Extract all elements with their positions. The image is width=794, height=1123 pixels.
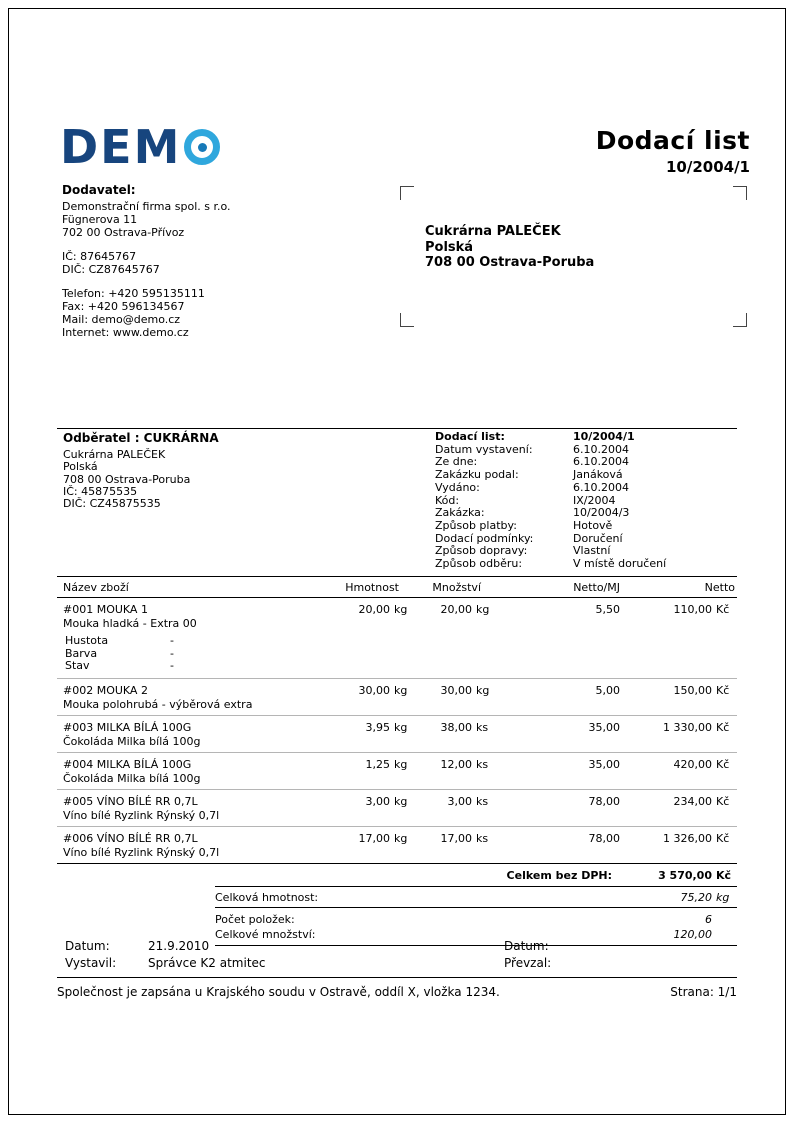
item-currency: Kč <box>716 683 730 697</box>
title-block <box>596 126 750 176</box>
item-attributes <box>57 634 737 678</box>
item-quantity-unit: ks <box>476 757 489 771</box>
item-netto: 150,00 <box>673 683 712 697</box>
supplier-ic: IČ: 87645767 <box>62 250 137 263</box>
detail-value: 6.10.2004 <box>573 455 629 469</box>
item-quantity: 38,00 <box>440 720 472 734</box>
supplier-block <box>62 184 392 339</box>
received-by-label: Převzal: <box>504 956 552 970</box>
item-quantity: 17,00 <box>440 831 472 845</box>
detail-label: Vydáno: <box>435 480 480 494</box>
table-row <box>57 826 737 863</box>
item-weight: 20,00 <box>358 603 390 616</box>
signature-row <box>65 955 737 972</box>
detail-value: Hotově <box>573 518 613 532</box>
item-netto: 1 326,00 <box>663 831 712 845</box>
detail-label: Zakázku podal: <box>435 468 519 482</box>
item-weight-unit: kg <box>394 683 408 697</box>
item-currency: Kč <box>716 720 730 734</box>
item-netto-mj: 5,50 <box>595 603 620 616</box>
shipping-address <box>425 224 594 271</box>
attribute-label: Hustota <box>65 634 109 647</box>
shipping-city: 708 00 Ostrava-Poruba <box>425 255 595 270</box>
customer-name: Cukrárna PALEČEK <box>63 448 166 462</box>
supplier-mail: Mail: demo@demo.cz <box>62 313 181 326</box>
column-header-netto: Netto <box>704 581 735 594</box>
detail-label: Dodací list: <box>435 430 505 443</box>
company-registration-note: Společnost je zapsána u Krajského soudu v Ostravě, oddíl X, vložka 1234. <box>57 985 500 999</box>
corner-mark-icon <box>400 313 414 327</box>
demo-logo <box>60 120 220 174</box>
table-row <box>57 752 737 789</box>
item-weight: 30,00 <box>358 683 390 697</box>
item-netto-mj: 35,00 <box>588 720 620 734</box>
item-quantity-unit: kg <box>476 603 490 616</box>
item-description: Víno bílé Ryzlink Rýnský 0,7l <box>63 845 220 859</box>
demo-logo-text: DEM <box>60 120 182 174</box>
detail-label: Zakázka: <box>435 506 485 520</box>
item-quantity-unit: ks <box>476 720 489 734</box>
item-weight-unit: kg <box>394 757 408 771</box>
supplier-fax: Fax: +420 596134567 <box>62 300 185 313</box>
item-weight-unit: kg <box>394 831 408 845</box>
supplier-city: 702 00 Ostrava-Přívoz <box>62 226 185 239</box>
signature-block <box>57 938 737 972</box>
total-weight-unit: kg <box>716 890 730 904</box>
item-name: #006 VÍNO BÍLÉ RR 0,7L <box>63 831 198 845</box>
signature-row <box>65 938 737 955</box>
item-netto: 110,00 <box>673 603 712 616</box>
item-currency: Kč <box>716 831 730 845</box>
item-currency: Kč <box>716 757 730 771</box>
customer-dic: DIČ: CZ45875535 <box>63 497 161 511</box>
issued-by-value: Správce K2 atmitec <box>148 956 266 970</box>
table-row <box>57 789 737 826</box>
detail-label: Kód: <box>435 493 460 507</box>
item-weight-unit: kg <box>394 720 408 734</box>
item-quantity: 30,00 <box>440 683 472 697</box>
issued-by-label: Vystavil: <box>65 956 117 970</box>
detail-row <box>435 431 737 444</box>
item-weight: 3,00 <box>365 794 390 808</box>
customer-street: Polská <box>63 460 98 474</box>
item-quantity: 20,00 <box>440 603 472 616</box>
detail-value: 6.10.2004 <box>573 442 629 456</box>
document-number: 10/2004/1 <box>665 158 750 176</box>
total-currency: Kč <box>716 868 732 882</box>
item-currency: Kč <box>716 603 730 616</box>
total-value: 3 570,00 <box>658 868 712 882</box>
column-header-name: Název zboží <box>63 581 129 594</box>
attribute-value: - <box>170 634 174 647</box>
attribute-label: Stav <box>65 659 90 672</box>
detail-value: 6.10.2004 <box>573 480 629 494</box>
detail-row <box>435 469 737 482</box>
column-header-quantity: Množství <box>432 581 481 594</box>
corner-mark-icon <box>733 313 747 327</box>
item-name: #002 MOUKA 2 <box>63 683 148 697</box>
item-netto-mj: 35,00 <box>588 757 620 771</box>
supplier-dic: DIČ: CZ87645767 <box>62 263 160 276</box>
supplier-name: Demonstrační firma spol. s r.o. <box>62 200 231 213</box>
item-netto-mj: 78,00 <box>588 794 620 808</box>
items-table <box>57 576 737 946</box>
supplier-street: Fügnerova 11 <box>62 213 138 226</box>
table-body <box>57 598 737 864</box>
detail-label: Způsob odběru: <box>435 557 523 571</box>
total-weight-value: 75,20 <box>680 890 712 904</box>
item-quantity-unit: ks <box>476 831 489 845</box>
total-quantity-label: Celkové množství: <box>215 927 316 941</box>
attribute-value: - <box>170 659 174 672</box>
item-quantity-unit: ks <box>476 794 489 808</box>
item-netto: 234,00 <box>673 794 712 808</box>
items-count-row <box>215 908 737 927</box>
total-weight-label: Celková hmotnost: <box>215 890 319 904</box>
page-title: Dodací list <box>595 126 750 155</box>
customer-label: Odběratel : CUKRÁRNA <box>63 431 219 445</box>
date-value: 21.9.2010 <box>148 939 210 953</box>
supplier-phone: Telefon: +420 595135111 <box>62 287 205 300</box>
detail-label: Datum vystavení: <box>435 442 533 456</box>
detail-row <box>435 482 737 495</box>
item-name: #005 VÍNO BÍLÉ RR 0,7L <box>63 794 198 808</box>
detail-row <box>435 558 737 571</box>
corner-mark-icon <box>400 186 414 200</box>
shipping-name: Cukrárna PALEČEK <box>425 224 561 239</box>
document-details <box>435 431 737 571</box>
attribute-label: Barva <box>65 646 98 660</box>
items-count-unit <box>712 913 737 926</box>
table-header <box>57 576 737 598</box>
detail-value: Vlastní <box>573 544 611 558</box>
detail-label: Způsob dopravy: <box>435 544 528 558</box>
item-description: Čokoláda Milka bílá 100g <box>63 771 201 785</box>
table-row <box>57 598 737 678</box>
item-name: #001 MOUKA 1 <box>63 603 148 616</box>
items-count-value: 6 <box>705 912 712 926</box>
detail-value: Janáková <box>573 468 623 482</box>
item-quantity: 12,00 <box>440 757 472 771</box>
date-label: Datum: <box>65 939 110 953</box>
detail-value: V místě doručení <box>573 557 667 571</box>
item-weight: 17,00 <box>358 831 390 845</box>
address-window <box>400 186 747 327</box>
item-netto-mj: 5,00 <box>595 683 620 697</box>
customer-ic: IČ: 45875535 <box>63 484 138 498</box>
column-header-netto-mj: Netto/MJ <box>573 581 620 594</box>
item-attribute <box>65 635 737 648</box>
item-name: #003 MILKA BÍLÁ 100G <box>63 720 192 734</box>
item-attribute <box>65 660 737 673</box>
customer-block <box>63 432 219 510</box>
section-divider <box>57 428 737 429</box>
customer-city: 708 00 Ostrava-Poruba <box>63 472 191 486</box>
total-label: Celkem bez DPH: <box>506 868 612 882</box>
item-netto: 1 330,00 <box>663 720 712 734</box>
detail-label: Způsob platby: <box>435 518 517 532</box>
attribute-value: - <box>170 646 174 660</box>
column-header-weight: Hmotnost <box>345 581 399 594</box>
item-quantity: 3,00 <box>447 794 472 808</box>
totals-block <box>215 864 737 946</box>
page-number: Strana: 1/1 <box>670 985 737 999</box>
table-row <box>57 715 737 752</box>
item-description: Víno bílé Ryzlink Rýnský 0,7l <box>63 808 220 822</box>
item-description: Mouka hladká - Extra 00 <box>63 617 197 630</box>
item-quantity-unit: kg <box>476 683 490 697</box>
item-description: Čokoláda Milka bílá 100g <box>63 734 201 748</box>
items-count-label: Počet položek: <box>215 912 295 926</box>
detail-row <box>435 520 737 533</box>
total-weight-row <box>215 887 737 908</box>
shipping-street: Polská <box>425 239 474 255</box>
item-weight: 3,95 <box>365 720 390 734</box>
item-currency: Kč <box>716 794 730 808</box>
item-netto-mj: 78,00 <box>588 831 620 845</box>
item-name: #004 MILKA BÍLÁ 100G <box>63 757 192 771</box>
detail-value: IX/2004 <box>573 493 616 507</box>
total-quantity-value: 120,00 <box>673 927 712 941</box>
detail-label: Ze dne: <box>435 455 478 469</box>
item-weight: 1,25 <box>365 757 390 771</box>
item-netto: 420,00 <box>673 757 712 771</box>
date2-label: Datum: <box>504 939 549 953</box>
item-attribute <box>65 648 737 661</box>
total-row <box>215 864 737 887</box>
item-description: Mouka polohrubá - výběrová extra <box>63 697 253 711</box>
item-weight-unit: kg <box>394 603 408 616</box>
detail-value: 10/2004/1 <box>573 430 635 443</box>
detail-value: 10/2004/3 <box>573 506 630 520</box>
detail-value: Doručení <box>573 531 623 545</box>
corner-mark-icon <box>733 186 747 200</box>
detail-label: Dodací podmínky: <box>435 531 534 545</box>
item-weight-unit: kg <box>394 794 408 808</box>
page-footer <box>57 977 737 999</box>
supplier-label: Dodavatel: <box>62 183 136 197</box>
demo-logo-o-icon <box>184 129 220 165</box>
supplier-internet: Internet: www.demo.cz <box>62 326 189 339</box>
table-row <box>57 678 737 715</box>
